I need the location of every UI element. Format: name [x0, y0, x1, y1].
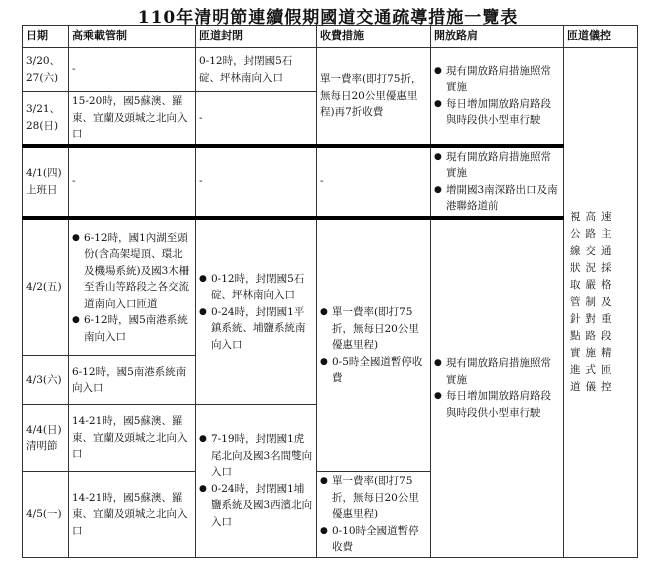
- header-ramp-metering: 匝道儀控: [564, 26, 638, 48]
- metering-cell: 視高速公路主線交通狀況採取嚴格管制及針對重點路段實施精進式匝道儀控: [564, 48, 638, 558]
- toll-cell: -: [317, 146, 431, 218]
- hov-cell: 14-21時，國5蘇澳、羅東、宜蘭及頭城之北向入口: [69, 472, 196, 558]
- toll-cell: [317, 472, 431, 558]
- table-row: [23, 146, 638, 218]
- header-hov: 高乘載管制: [69, 26, 196, 48]
- header-row: [23, 26, 638, 48]
- list-item: ● 現有開放路肩措施照常實施: [434, 355, 560, 388]
- table-row: [23, 48, 638, 92]
- list-item: ● 7-19時，封閉國1虎尾北向及國3名間雙向入口: [199, 431, 313, 481]
- list-item: ● 0-5時全國道暫停收費: [320, 354, 427, 387]
- toll-cell: 單一費率(即打75折，無每日20公里優惠里程)再7折收費: [317, 48, 431, 146]
- date-cell: 4/5(一): [23, 472, 69, 558]
- list-item: ● 每日增加開放路肩路段與時段供小型車行駛: [434, 388, 560, 421]
- date-cell: 4/4(日)清明節: [23, 405, 69, 472]
- list-item: ● 0-12時，封閉國5石碇、坪林南向入口: [199, 271, 313, 304]
- header-ramp-closure: 匝道封閉: [196, 26, 317, 48]
- document-title: 110年清明節連續假期國道交通疏導措施一覽表: [137, 8, 519, 28]
- list-item: ● 6-12時，國1內湖至頭份(含高架堤頂、環北及機場系統)及國3木柵至香山等路段之各交流道南向入口匝道: [72, 230, 192, 313]
- list-item: ● 6-12時，國5南港系統南向入口: [72, 312, 192, 345]
- ramp-cell: [196, 405, 317, 558]
- list-item: ● 現有開放路肩措施照常實施: [434, 149, 560, 182]
- shoulder-cell: [431, 218, 564, 558]
- traffic-measures-table: [22, 25, 638, 558]
- shoulder-cell: [431, 48, 564, 146]
- date-cell: 4/2(五): [23, 218, 69, 356]
- date-cell: 4/3(六): [23, 356, 69, 405]
- hov-cell: 15-20時，國5蘇澳、羅東、宜蘭及頭城之北向入口: [69, 92, 196, 146]
- hov-cell: -: [69, 146, 196, 218]
- list-item: ● 0-24時，封閉國1平鎮系統、埔鹽系統南向入口: [199, 304, 313, 354]
- list-item: ● 單一費率(即打75折，無每日20公里優惠里程): [320, 473, 427, 523]
- shoulder-cell: [431, 146, 564, 218]
- table-row: [23, 218, 638, 356]
- header-date: 日期: [23, 26, 69, 48]
- list-item: ● 每日增加開放路肩路段與時段供小型車行駛: [434, 96, 560, 129]
- ramp-cell: [196, 218, 317, 405]
- hov-cell: -: [69, 48, 196, 92]
- hov-cell: 14-21時，國5蘇澳、羅東、宜蘭及頭城之北向入口: [69, 405, 196, 472]
- date-cell: 3/20、27(六): [23, 48, 69, 92]
- list-item: ● 單一費率(即打75折，無每日20公里優惠里程): [320, 304, 427, 354]
- toll-cell: [317, 218, 431, 472]
- date-cell: 4/1(四)上班日: [23, 146, 69, 218]
- hov-cell: 6-12時，國5南港系統南向入口: [69, 356, 196, 405]
- hov-cell: [69, 218, 196, 356]
- date-cell: 3/21、28(日): [23, 92, 69, 146]
- list-item: ● 0-24時，封閉國1埔鹽系統及國3西濱北向入口: [199, 481, 313, 531]
- header-shoulder: 開放路肩: [431, 26, 564, 48]
- header-toll: 收費措施: [317, 26, 431, 48]
- list-item: ● 0-10時全國道暫停收費: [320, 523, 427, 556]
- ramp-cell: 0-12時，封閉國5石碇、坪林南向入口: [196, 48, 317, 92]
- list-item: ● 增開國3南深路出口及南港聯絡道前: [434, 182, 560, 215]
- ramp-cell: -: [196, 146, 317, 218]
- ramp-cell: -: [196, 92, 317, 146]
- list-item: ● 現有開放路肩措施照常實施: [434, 63, 560, 96]
